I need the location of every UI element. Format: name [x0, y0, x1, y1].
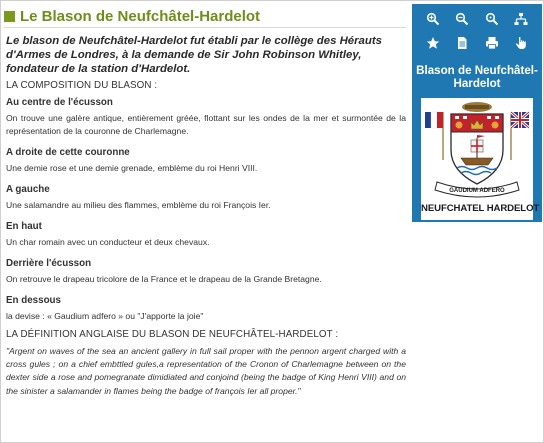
- section-heading: Au centre de l'écusson: [6, 97, 113, 108]
- document-icon[interactable]: [453, 34, 471, 52]
- coat-of-arms-icon: [421, 98, 533, 198]
- sidebar-panel: [412, 4, 542, 222]
- section-text: On retrouve le drapeau tricolore de la France et le drapeau de la Grande Bretagne.: [6, 274, 322, 284]
- crest-motto: GAUDIUM ADFERO: [449, 188, 505, 194]
- intro-text: Le blason de Neufchâtel-Hardelot fut établi par le collège des Hérauts d'Armes de Londres, à la demande de Sir John Robinson Whitley, fondateur de la station d'Hardelot.: [6, 35, 382, 75]
- hand-pointer-icon[interactable]: [512, 34, 530, 52]
- section-heading: A gauche: [6, 184, 50, 195]
- favorite-star-icon[interactable]: [424, 34, 442, 52]
- section-heading: A droite de cette couronne: [6, 147, 130, 158]
- composition-title: LA COMPOSITION DU BLASON :: [6, 80, 158, 91]
- sidebar-title: Blason de Neufchâtel-Hardelot: [416, 64, 538, 90]
- section-text: Un char romain avec un conducteur et deux chevaux.: [6, 237, 210, 247]
- section-text: Une salamandre au milieu des flammes, emblème du roi François Ier.: [6, 200, 271, 210]
- zoom-in-icon[interactable]: [424, 10, 442, 28]
- page-title: Le Blason de Neufchâtel-Hardelot: [20, 8, 261, 25]
- definition-title: LA DÉFINITION ANGLAISE DU BLASON DE NEUFCHÂTEL-HARDELOT :: [6, 329, 339, 340]
- section-text: Une demie rose et une demie grenade, emblème du roi Henri VIII.: [6, 163, 258, 173]
- title-bar: [4, 6, 406, 28]
- zoom-reset-icon[interactable]: [483, 10, 501, 28]
- toolbar-row-1: [412, 10, 542, 28]
- sitemap-icon[interactable]: [512, 10, 530, 28]
- section-text: la devise : « Gaudium adfero » ou "J'apporte la joie": [6, 311, 204, 321]
- title-square-icon: [4, 11, 15, 22]
- section-text: On trouve une galère antique, entièrement gréée, flottant sur les ondes de la mer et surmontée de la représentation de la couronne de Charlemagne.: [6, 113, 406, 136]
- section-heading: En dessous: [6, 295, 61, 306]
- crest-caption: NEUFCHATEL HARDELOT: [421, 203, 540, 214]
- main-content: [4, 6, 406, 398]
- crest-image[interactable]: [421, 98, 540, 220]
- print-icon[interactable]: [483, 34, 501, 52]
- definition-quote: "Argent on waves of the sea an ancient gallery in full sail proper with the pennon argent charged with a cross gules ; on a chief embttled gules,a representation of the Cronon of Charlemagne between on the dexter side a rose and pomegranate dimidiated and conjoind (being the badge of King Henri VIII) and on the sinister a salamander in flames being the badge of françois Ier all proper.": [6, 346, 406, 396]
- section-heading: En haut: [6, 221, 42, 232]
- zoom-out-icon[interactable]: [453, 10, 471, 28]
- section-heading: Derrière l'écusson: [6, 258, 92, 269]
- toolbar-row-2: [412, 34, 542, 52]
